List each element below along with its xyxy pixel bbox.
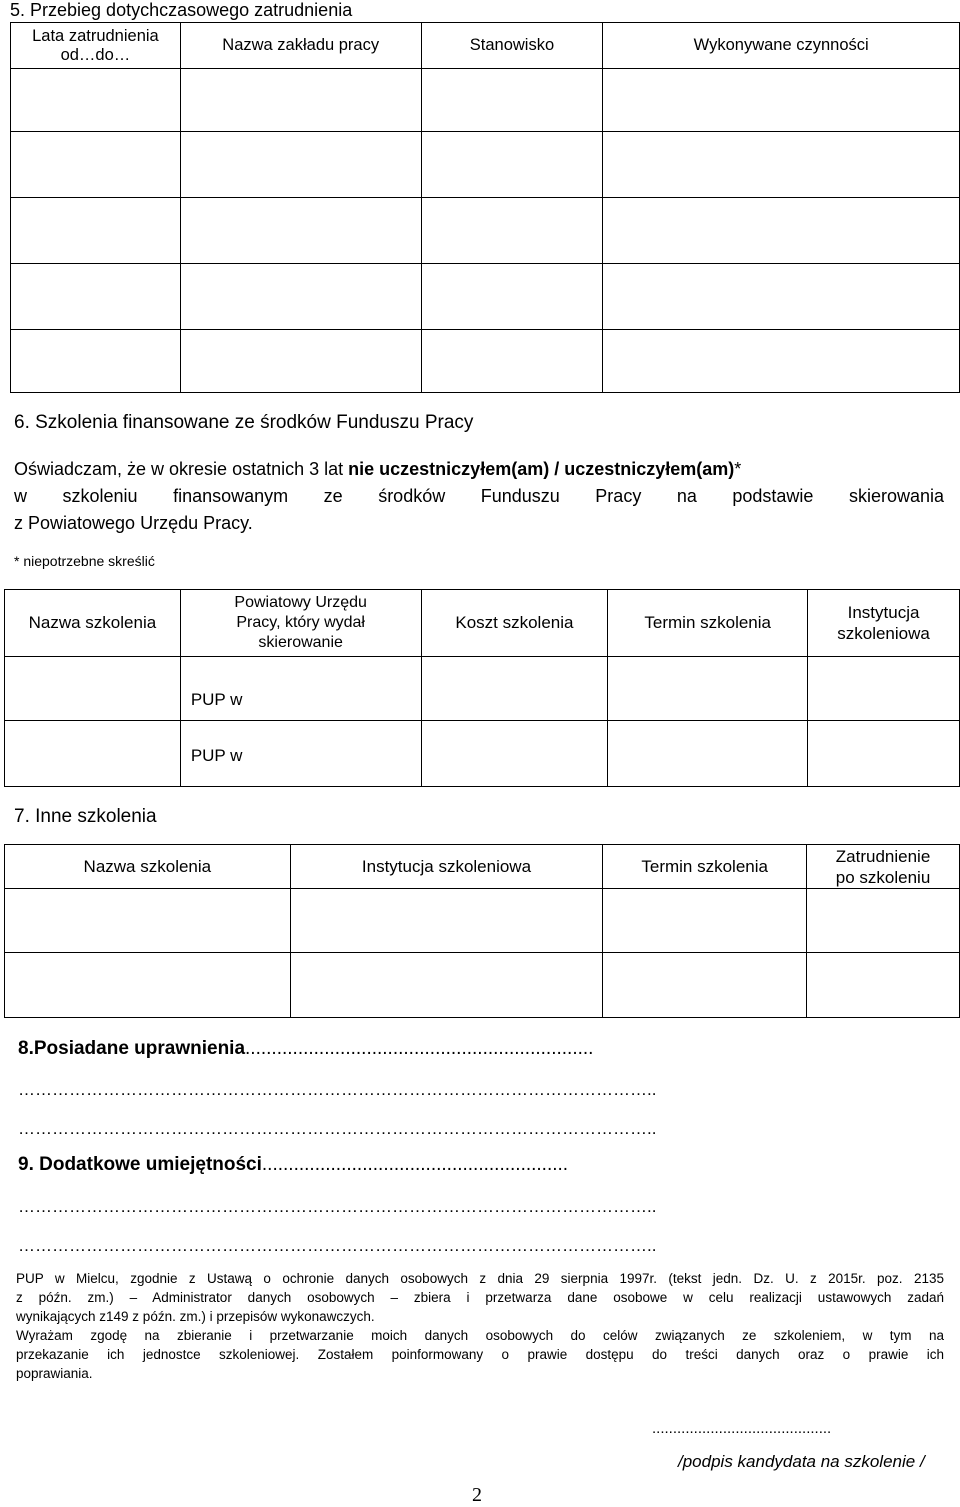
fp-trainings-table: [4, 589, 960, 787]
table-cell[interactable]: [421, 198, 603, 264]
table-cell[interactable]: [180, 132, 421, 198]
table-cell[interactable]: [608, 721, 808, 787]
header-duties: Wykonywane czynności: [603, 23, 960, 69]
table-cell[interactable]: [808, 721, 960, 787]
fill-line[interactable]: …………………………………………………………………………………………………..: [18, 1080, 657, 1099]
statement-paragraph: [14, 456, 944, 537]
table-cell[interactable]: [603, 889, 807, 953]
fill-line[interactable]: …………………………………………………………………………………………………..: [18, 1119, 657, 1138]
header-training-name: Nazwa szkolenia: [5, 845, 291, 889]
header-institution-line2: szkoleniowa: [837, 624, 930, 643]
table-cell[interactable]: [808, 657, 960, 721]
table-cell[interactable]: [603, 69, 960, 132]
table-cell[interactable]: [11, 132, 181, 198]
statement-text: Oświadczam, że w okresie ostatnich 3 lat: [14, 459, 349, 479]
table-cell[interactable]: [11, 264, 181, 330]
header-institution: [808, 590, 960, 657]
privacy-line: z późn. zm.) – Administrator danych osobowych – zbiera i przetwarza dane osobowe w celu realizacji ustawowych zadań: [16, 1290, 944, 1305]
header-employment-line2: po szkoleniu: [835, 867, 931, 887]
pup-cell[interactable]: PUP w: [180, 721, 421, 787]
header-employment: [807, 845, 960, 889]
fill-dots: ..................................................................: [245, 1038, 594, 1059]
other-trainings-table: [4, 844, 960, 1018]
table-header-row: [11, 23, 960, 69]
fill-line[interactable]: …………………………………………………………………………………………………..: [18, 1197, 657, 1216]
header-issuing-office: [180, 590, 421, 657]
consent-line: Wyrażam zgodę na zbieranie i przetwarzanie moich danych osobowych do celów związanych ze szkoleniem, w tym na: [16, 1328, 944, 1343]
footnote: * niepotrzebne skreślić: [14, 553, 155, 569]
table-cell[interactable]: [807, 889, 960, 953]
table-row: [11, 264, 960, 330]
table-cell[interactable]: [603, 330, 960, 393]
section-5-title: 5. Przebieg dotychczasowego zatrudnienia: [10, 0, 353, 20]
fill-dots: ..........................................................: [261, 1154, 569, 1175]
section-8-title: 8.Posiadane uprawnienia: [18, 1038, 246, 1059]
statement-line1: [14, 456, 944, 483]
table-cell[interactable]: [180, 330, 421, 393]
table-cell[interactable]: [421, 264, 603, 330]
header-years: [11, 23, 181, 69]
privacy-notice: [16, 1269, 944, 1383]
table-row: [5, 657, 960, 721]
table-cell[interactable]: [290, 953, 603, 1018]
header-institution-line1: Instytucja: [847, 603, 920, 622]
table-row: [5, 889, 960, 953]
statement-star: *: [734, 459, 742, 479]
section-8-line[interactable]: [18, 1038, 944, 1060]
table-cell[interactable]: [11, 330, 181, 393]
privacy-line: PUP w Mielcu, zgodnie z Ustawą o ochronie danych osobowych z dnia 29 sierpnia 1997r. (tekst jedn. Dz. U. z 2015r. poz. 2135: [16, 1271, 944, 1286]
table-cell[interactable]: [603, 264, 960, 330]
statement-line2: w szkoleniu finansowanym ze środków Funduszu Pracy na podstawie skierowania: [14, 486, 944, 506]
header-institution: Instytucja szkoleniowa: [290, 845, 603, 889]
table-cell[interactable]: [421, 330, 603, 393]
table-row: [11, 69, 960, 132]
section-7-title: 7. Inne szkolenia: [14, 806, 157, 827]
table-cell[interactable]: [11, 69, 181, 132]
table-cell[interactable]: [290, 889, 603, 953]
table-row: [11, 330, 960, 393]
header-term: Termin szkolenia: [608, 590, 808, 657]
table-cell[interactable]: [5, 721, 181, 787]
table-cell[interactable]: [11, 198, 181, 264]
header-years-line2: od…do…: [60, 45, 131, 64]
table-cell[interactable]: [603, 132, 960, 198]
table-cell[interactable]: [5, 657, 181, 721]
table-row: [11, 198, 960, 264]
consent-line: przekazanie ich jednostce szkoleniowej. Zostałem poinformowany o prawie dostępu do treści danych oraz o prawie ich: [16, 1347, 944, 1362]
table-header-row: [5, 590, 960, 657]
header-position: Stanowisko: [421, 23, 603, 69]
consent-line: poprawiania.: [16, 1366, 93, 1381]
section-9-line[interactable]: [18, 1154, 944, 1176]
table-header-row: [5, 845, 960, 889]
table-cell[interactable]: [421, 721, 608, 787]
signature-label: /podpis kandydata na szkolenie /: [678, 1452, 925, 1471]
statement-choice: nie uczestniczyłem(am) / uczestniczyłem(am): [348, 459, 735, 479]
table-row: [5, 953, 960, 1018]
privacy-line: wynikających z149 z późn. zm.) i przepisów wykonawczych.: [16, 1309, 375, 1324]
table-cell[interactable]: [180, 264, 421, 330]
statement-line3: z Powiatowego Urzędu Pracy.: [14, 513, 253, 533]
signature-dots[interactable]: ...........................................: [652, 1420, 832, 1437]
section-9-title: 9. Dodatkowe umiejętności: [18, 1154, 262, 1175]
header-training-name: Nazwa szkolenia: [5, 590, 181, 657]
table-cell[interactable]: [603, 198, 960, 264]
table-cell[interactable]: [421, 132, 603, 198]
header-years-line1: Lata zatrudnienia: [32, 26, 159, 45]
header-term: Termin szkolenia: [603, 845, 807, 889]
table-row: [5, 721, 960, 787]
header-employment-line1: Zatrudnienie: [835, 846, 931, 866]
section-6-title: 6. Szkolenia finansowane ze środków Funduszu Pracy: [14, 412, 474, 433]
table-cell[interactable]: [5, 889, 291, 953]
header-company: Nazwa zakładu pracy: [180, 23, 421, 69]
table-row: [11, 132, 960, 198]
header-office-line1: Powiatowy Urzędu: [234, 594, 367, 611]
table-cell[interactable]: [807, 953, 960, 1018]
page-number: 2: [472, 1484, 482, 1506]
table-cell[interactable]: [5, 953, 291, 1018]
table-cell[interactable]: [421, 657, 608, 721]
employment-history-table: [10, 22, 960, 393]
pup-cell[interactable]: PUP w: [180, 657, 421, 721]
header-office-line2: Pracy, który wydał: [236, 614, 365, 631]
table-cell[interactable]: [180, 198, 421, 264]
table-cell[interactable]: [421, 69, 603, 132]
header-cost: Koszt szkolenia: [421, 590, 608, 657]
fill-line[interactable]: …………………………………………………………………………………………………..: [18, 1236, 657, 1255]
table-cell[interactable]: [603, 953, 807, 1018]
table-cell[interactable]: [608, 657, 808, 721]
table-cell[interactable]: [180, 69, 421, 132]
header-office-line3: skierowanie: [258, 634, 343, 651]
